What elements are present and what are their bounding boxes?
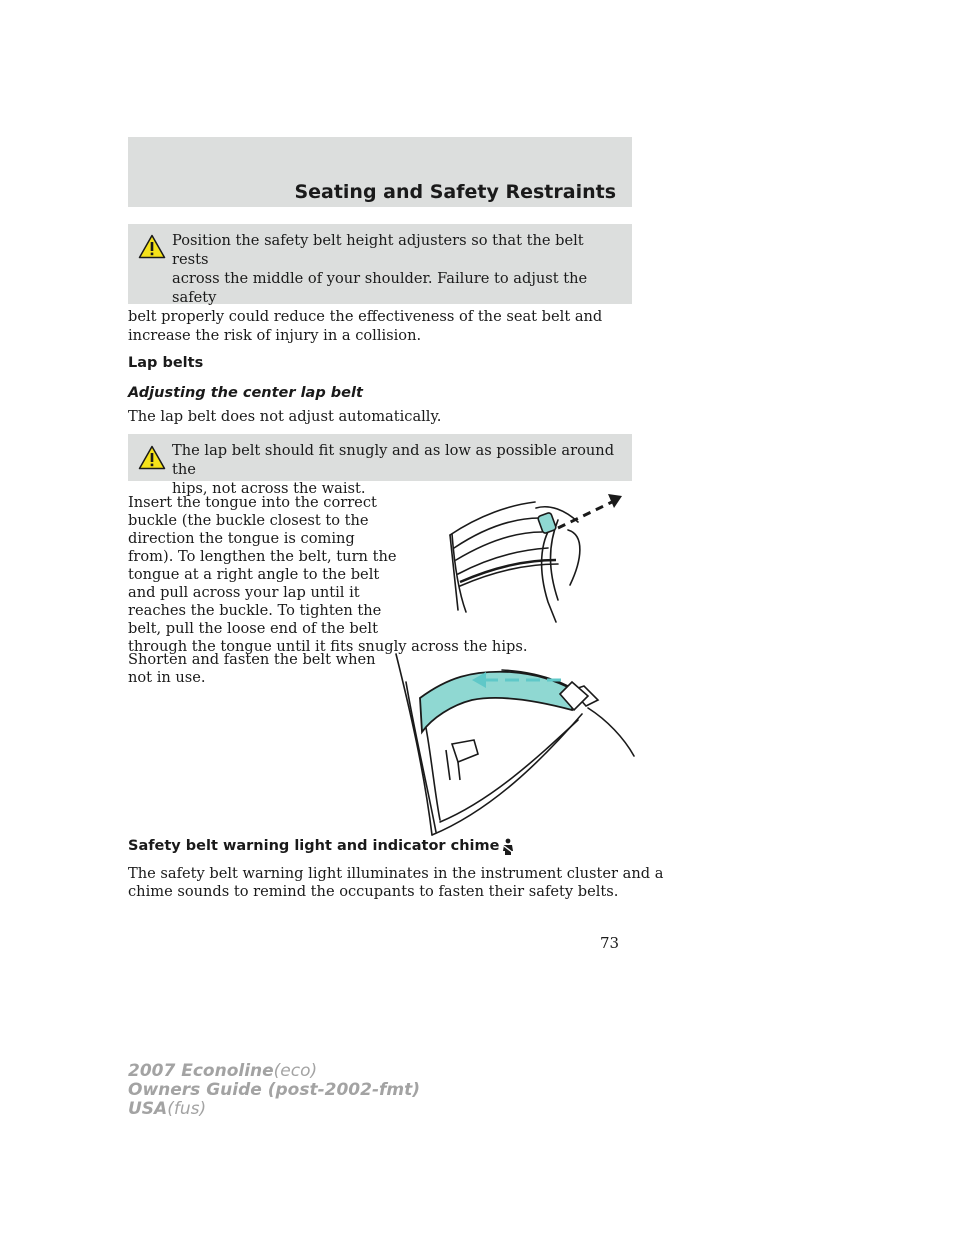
warning-text-line: increase the risk of injury in a collision. [128,327,422,344]
paragraph-line: The safety belt warning light illuminates in the instrument cluster and a [128,865,664,882]
footer-line-guide [128,1081,420,1100]
shorten-belt-paragraph [128,651,376,687]
chime-heading [128,838,515,856]
header-band [128,137,632,207]
footer-line-model [128,1062,420,1081]
warning-triangle-icon [138,234,166,259]
footer-model: 2007 Econoline [128,1061,274,1081]
paragraph-line: not in use. [128,669,206,686]
warning-box-height-adjuster [128,224,632,344]
paragraph-line: chime sounds to remind the occupants to fasten their safety belts. [128,883,619,900]
warning-text-line: Position the safety belt height adjusters so that the belt rests [172,232,584,268]
document-footer [128,1062,420,1119]
paragraph-line: buckle (the buckle closest to the [128,512,369,529]
footer-region-code: (fus) [167,1099,207,1119]
paragraph-line: from). To lengthen the belt, turn the [128,548,397,565]
intro-paragraph: The lap belt does not adjust automatically. [128,408,442,425]
lap-belt-shorten-illustration [392,650,636,840]
section-heading: Lap belts [128,355,204,371]
warning-triangle-icon [138,445,166,470]
paragraph-line: Shorten and fasten the belt when [128,651,376,668]
paragraph-line: and pull across your lap until it [128,584,360,601]
footer-region: USA [128,1099,168,1119]
paragraph-line: Insert the tongue into the correct [128,494,377,511]
warning-text-line: hips, not across the waist. [172,480,366,497]
chime-paragraph [128,865,663,901]
section-title: Seating and Safety Restraints [294,181,616,203]
paragraph-line: belt, pull the loose end of the belt [128,620,378,637]
paragraph-line: tongue at a right angle to the belt [128,566,380,583]
seatbelt-person-icon [501,838,515,856]
footer-guide: Owners Guide (post-2002-fmt) [128,1080,421,1100]
paragraph-line: direction the tongue is coming [128,530,355,547]
warning-text-line: belt properly could reduce the effectiveness of the seat belt and [128,308,603,325]
chime-heading-text: Safety belt warning light and indicator chime [128,838,500,854]
lap-belt-lengthen-illustration [440,490,630,625]
paragraph-line: through the tongue until it fits snugly across the hips. [128,638,528,655]
subsection-heading: Adjusting the center lap belt [128,385,363,401]
warning-text-line: The lap belt should fit snugly and as low as possible around the [172,442,615,478]
paragraph-line: reaches the buckle. To tighten the [128,602,382,619]
footer-line-region [128,1100,420,1119]
warning-text-line: across the middle of your shoulder. Failure to adjust the safety [172,270,588,306]
page-number: 73 [600,934,620,952]
warning-box-lap-belt-fit [128,434,632,497]
footer-model-code: (eco) [273,1061,318,1081]
